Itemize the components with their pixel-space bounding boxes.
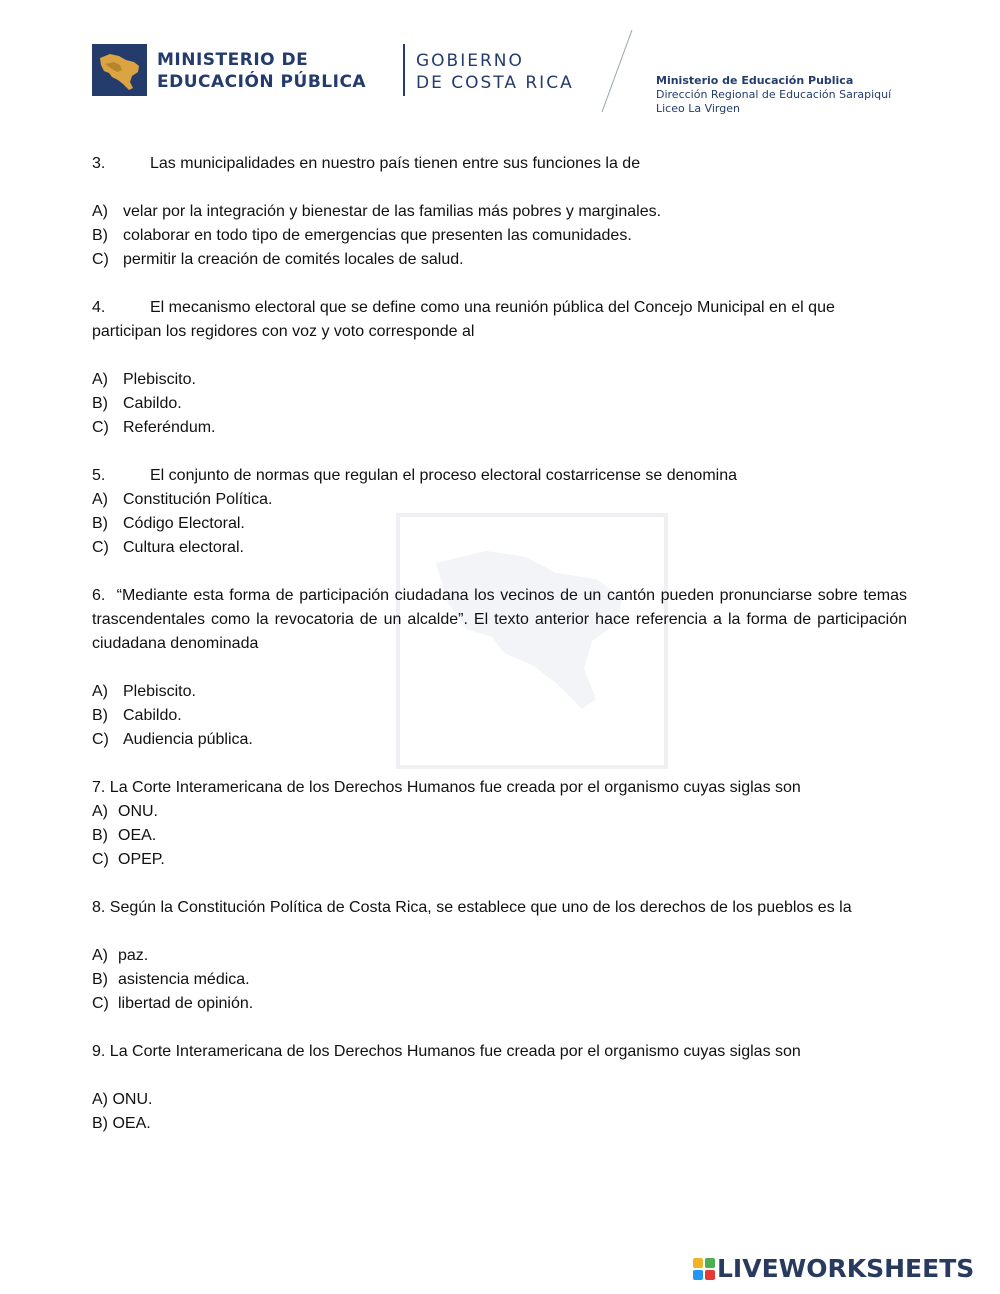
government-line-2: DE COSTA RICA [416,73,574,93]
option-a[interactable]: A) ONU. [92,1091,153,1108]
question-number: 3. [92,155,106,172]
government-line-1: GOBIERNO [416,51,524,71]
institution-info [656,74,891,116]
option-b[interactable]: B) colaborar en todo tipo de emergencias que presenten las comunidades. [92,227,632,244]
header-slash-divider [600,30,640,112]
ministry-name [157,49,366,93]
ministry-line-1: MINISTERIO DE [157,50,309,70]
question-text: “Mediante esta forma de participación ciudadana los vecinos de un cantón pueden pronunciarse sobre temas trascendentales como la revocatoria de un alcalde”. El texto anterior hace referencia a la forma de participación ciudadana denominada [92,587,908,652]
question-text: Las municipalidades en nuestro país tienen entre sus funciones la de [150,155,641,172]
question-6 [92,584,907,656]
option-b[interactable]: B) Código Electoral. [92,515,245,532]
option-c[interactable]: C) Cultura electoral. [92,539,244,556]
option-a[interactable]: A) velar por la integración y bienestar de las familias más pobres y marginales. [92,203,662,220]
question-4-continuation: participan los regidores con voz y voto corresponde al [92,323,475,340]
option-b[interactable]: B) OEA. [92,827,157,844]
ministry-line-2: EDUCACIÓN PÚBLICA [157,72,367,92]
question-9: 9. La Corte Interamericana de los Derechos Humanos fue creada por el organismo cuyas siglas son [92,1043,801,1060]
option-b[interactable]: B) OEA. [92,1115,151,1132]
option-b[interactable]: B) Cabildo. [92,395,182,412]
costa-rica-map-icon [92,44,147,96]
option-a[interactable]: A) paz. [92,947,149,964]
institution-region: Dirección Regional de Educación Sarapiquí [656,88,892,101]
government-name [416,50,574,94]
option-a[interactable]: A) Constitución Política. [92,491,273,508]
worksheet-body [92,152,907,1136]
mep-logo [92,44,147,96]
question-5 [92,464,907,488]
liveworksheets-wordmark: LIVEWORKSHEETS [717,1254,975,1283]
header-divider [403,44,405,96]
question-number: 4. [92,299,106,316]
option-b[interactable]: B) asistencia médica. [92,971,250,988]
option-a[interactable]: A) Plebiscito. [92,683,196,700]
question-7: 7. La Corte Interamericana de los Derechos Humanos fue creada por el organismo cuyas siglas son [92,779,801,796]
question-number: 6. [92,587,106,604]
question-number: 5. [92,467,106,484]
question-3 [92,152,907,176]
option-b[interactable]: B) Cabildo. [92,707,182,724]
liveworksheets-logo-icon [693,1258,715,1280]
question-text: El mecanismo electoral que se define como una reunión pública del Concejo Municipal en el que [150,299,835,316]
option-c[interactable]: C) Audiencia pública. [92,731,253,748]
institution-title: Ministerio de Educación Publica [656,74,854,87]
option-c[interactable]: C) Referéndum. [92,419,216,436]
question-text: El conjunto de normas que regulan el proceso electoral costarricense se denomina [150,467,738,484]
option-c[interactable]: C) permitir la creación de comités locales de salud. [92,251,464,268]
option-a[interactable]: A) Plebiscito. [92,371,196,388]
option-a[interactable]: A) ONU. [92,803,158,820]
institution-school: Liceo La Virgen [656,102,740,115]
question-8: 8. Según la Constitución Política de Costa Rica, se establece que uno de los derechos de los pueblos es la [92,899,852,916]
question-4 [92,296,907,320]
option-c[interactable]: C) OPEP. [92,851,165,868]
option-c[interactable]: C) libertad de opinión. [92,995,254,1012]
